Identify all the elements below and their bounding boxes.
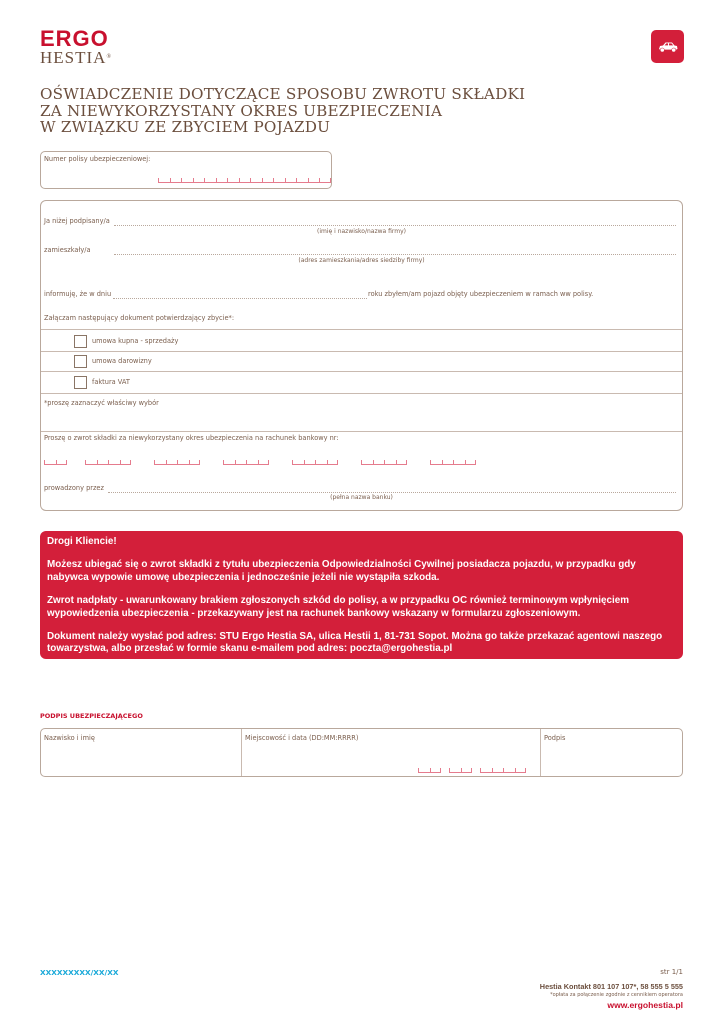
bank-name-input[interactable] bbox=[108, 492, 676, 493]
page-title bbox=[40, 86, 600, 136]
title-line-1: OŚWIADCZENIE DOTYCZĄCE SPOSOBU ZWROTU SKŁADKI bbox=[40, 85, 526, 103]
place-date-field-label: Miejscowość i data (DD:MM:RRRR) bbox=[245, 734, 359, 742]
sale-date-suffix: roku zbyłem/am pojazd objęty ubezpieczeniem w ramach ww polisy. bbox=[368, 290, 594, 298]
undersigned-input[interactable] bbox=[114, 225, 676, 226]
title-line-3: W ZWIĄZKU ZE ZBYCIEM POJAZDU bbox=[40, 118, 331, 136]
car-icon bbox=[651, 30, 684, 63]
logo-ergo: ERGO bbox=[40, 26, 109, 51]
sale-date-input[interactable] bbox=[113, 298, 367, 299]
selection-footnote: *proszę zaznaczyć właściwy wybór bbox=[44, 399, 159, 407]
divider bbox=[41, 351, 682, 352]
checkbox-donation-agreement[interactable] bbox=[74, 355, 87, 368]
divider bbox=[41, 431, 682, 432]
page-number: str 1/1 bbox=[660, 968, 683, 976]
name-input[interactable] bbox=[42, 743, 240, 776]
bank-account-label: Proszę o zwrot składki za niewykorzystany okres ubezpieczenia na rachunek bankowy nr: bbox=[44, 434, 339, 442]
contact-phone: Hestia Kontakt 801 107 107*, 58 555 5 555 bbox=[539, 982, 683, 991]
logo-hestia-text: HESTIA bbox=[40, 48, 107, 67]
option-vat-invoice-label: faktura VAT bbox=[92, 378, 130, 386]
divider bbox=[540, 729, 541, 776]
address-label: zamieszkały/a bbox=[44, 246, 91, 254]
undersigned-caption: (imię i nazwisko/nazwa firmy) bbox=[317, 228, 406, 235]
checkbox-sale-agreement[interactable] bbox=[74, 335, 87, 348]
notice-paragraph-address: Dokument należy wysłać pod adres: STU Ergo Hestia SA, ulica Hestii 1, 81-731 Sopot. Można go także przekazać agentowi naszego towarzystwa, albo przesłać w formie skanu e-mailem pod adres: poczta@ergohestia.pl bbox=[47, 631, 663, 655]
address-input[interactable] bbox=[114, 254, 676, 255]
trademark-symbol: ® bbox=[106, 54, 113, 60]
website-link[interactable]: www.ergohestia.pl bbox=[607, 1000, 683, 1010]
option-donation-agreement-label: umowa darowizny bbox=[92, 357, 152, 365]
signature-input[interactable] bbox=[542, 743, 680, 776]
document-code: XXXXXXXXX/XX/XX bbox=[40, 968, 119, 977]
call-cost-note: *opłata za połączenie zgodnie z cennikiem operatora bbox=[550, 992, 683, 998]
signature-field-label: Podpis bbox=[544, 734, 566, 742]
address-caption: (adres zamieszkania/adres siedziby firmy) bbox=[298, 257, 425, 264]
bank-name-label: prowadzony przez bbox=[44, 484, 104, 492]
notice-paragraph-refund: Możesz ubiegać się o zwrot składki z tytułu ubezpieczenia Odpowiedzialności Cywilnej posiadacza pojazdu, w przypadku gdy nabywca wypowie umowę ubezpieczenia i jednocześnie jeżeli nie wystąpiła szkoda. bbox=[47, 559, 636, 583]
sale-date-label: informuję, że w dniu bbox=[44, 290, 112, 298]
policy-number-label: Numer polisy ubezpieczeniowej: bbox=[44, 155, 151, 163]
undersigned-label: Ja niżej podpisany/a bbox=[44, 217, 110, 225]
attachment-label: Załączam następujący dokument potwierdzający zbycie*: bbox=[44, 314, 235, 322]
name-field-label: Nazwisko i imię bbox=[44, 734, 95, 742]
policy-number-digit-boxes[interactable] bbox=[158, 178, 331, 183]
divider bbox=[41, 393, 682, 394]
divider bbox=[41, 329, 682, 330]
signature-table bbox=[40, 728, 683, 777]
signature-section-title: PODPIS UBEZPIECZAJĄCEGO bbox=[40, 712, 143, 720]
bank-name-caption: (pełna nazwa banku) bbox=[330, 494, 393, 501]
customer-notice bbox=[40, 531, 683, 659]
option-sale-agreement-label: umowa kupna - sprzedaży bbox=[92, 337, 179, 345]
notice-heading: Drogi Kliencie! bbox=[47, 536, 117, 547]
policy-number-field[interactable] bbox=[40, 151, 332, 189]
title-line-2: ZA NIEWYKORZYSTANY OKRES UBEZPIECZENIA bbox=[40, 101, 443, 120]
notice-paragraph-overpayment: Zwrot nadpłaty - uwarunkowany brakiem zgłoszonych szkód do polisy, a w przypadku OC również terminowym wpłynięciem wypowiedzenia ubezpieczenia - przekazywany jest na rachunek bankowy wskazany w formularzu zgłoszeniowym. bbox=[47, 595, 630, 619]
statement-form bbox=[40, 200, 683, 511]
divider bbox=[241, 729, 242, 776]
logo-hestia bbox=[40, 49, 112, 66]
checkbox-vat-invoice[interactable] bbox=[74, 376, 87, 389]
divider bbox=[41, 371, 682, 372]
